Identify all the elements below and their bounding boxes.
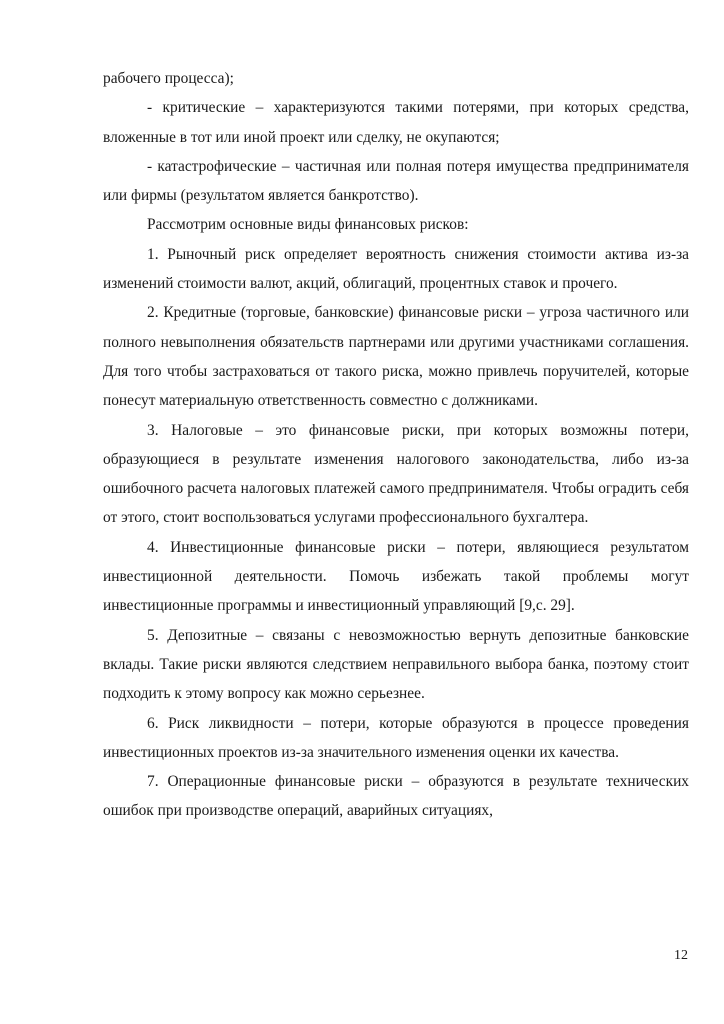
paragraph-continuation: рабочего процесса); — [103, 70, 234, 87]
paragraph-liquidity-risk: 6. Риск ликвидности – потери, которые образуются в процессе проведения инвестиционных проектов из-за значительного изменения оценки их качества. — [103, 714, 689, 761]
paragraph-catastrophic-risk: - катастрофические – частичная или полная потеря имущества предпринимателя или фирмы (результатом является банкротство). — [103, 157, 689, 205]
page-number: 12 — [674, 948, 688, 963]
paragraph-credit-risk: 2. Кредитные (торговые, банковские) финансовые риски – угроза частичного или полного невыполнения обязательств партнерами или другими участниками соглашения. Для того чтобы застраховаться от такого риска, можно привлечь поручителей, которые понесут материальную ответственность совместно с должниками. — [103, 304, 689, 410]
body-text — [103, 64, 689, 826]
paragraph-market-risk: 1. Рыночный риск определяет вероятность снижения стоимости актива из-за изменений стоимости валют, акций, облигаций, процентных ставок и прочего. — [103, 245, 689, 293]
paragraph-investment-risk: 4. Инвестиционные финансовые риски – потери, являющиеся результатом инвестиционной деятельности. Помочь избежать такой проблемы могут инвестиционные программы и инвестиционный управляющий [9,с. 29]. — [103, 538, 689, 615]
paragraph-intro-risk-types: Рассмотрим основные виды финансовых рисков: — [147, 216, 469, 234]
paragraph-operational-risk: 7. Операционные финансовые риски – образуются в результате технических ошибок при производстве операций, аварийных ситуациях, — [103, 773, 689, 820]
paragraph-critical-risk: - критические – характеризуются такими потерями, при которых средства, вложенные в тот или иной проект или сделку, не окупаются; — [103, 99, 689, 146]
paragraph-deposit-risk: 5. Депозитные – связаны с невозможностью вернуть депозитные банковские вклады. Такие риски являются следствием неправильного выбора банка, поэтому стоит подходить к этому вопросу как можно серьезнее. — [103, 626, 689, 703]
paragraph-tax-risk: 3. Налоговые – это финансовые риски, при которых возможны потери, образующиеся в результате изменения налогового законодательства, либо из-за ошибочного расчета налоговых платежей самого предпринимателя. Чтобы оградить себя от этого, стоит воспользоваться услугами профессионального бухгалтера. — [103, 421, 689, 527]
